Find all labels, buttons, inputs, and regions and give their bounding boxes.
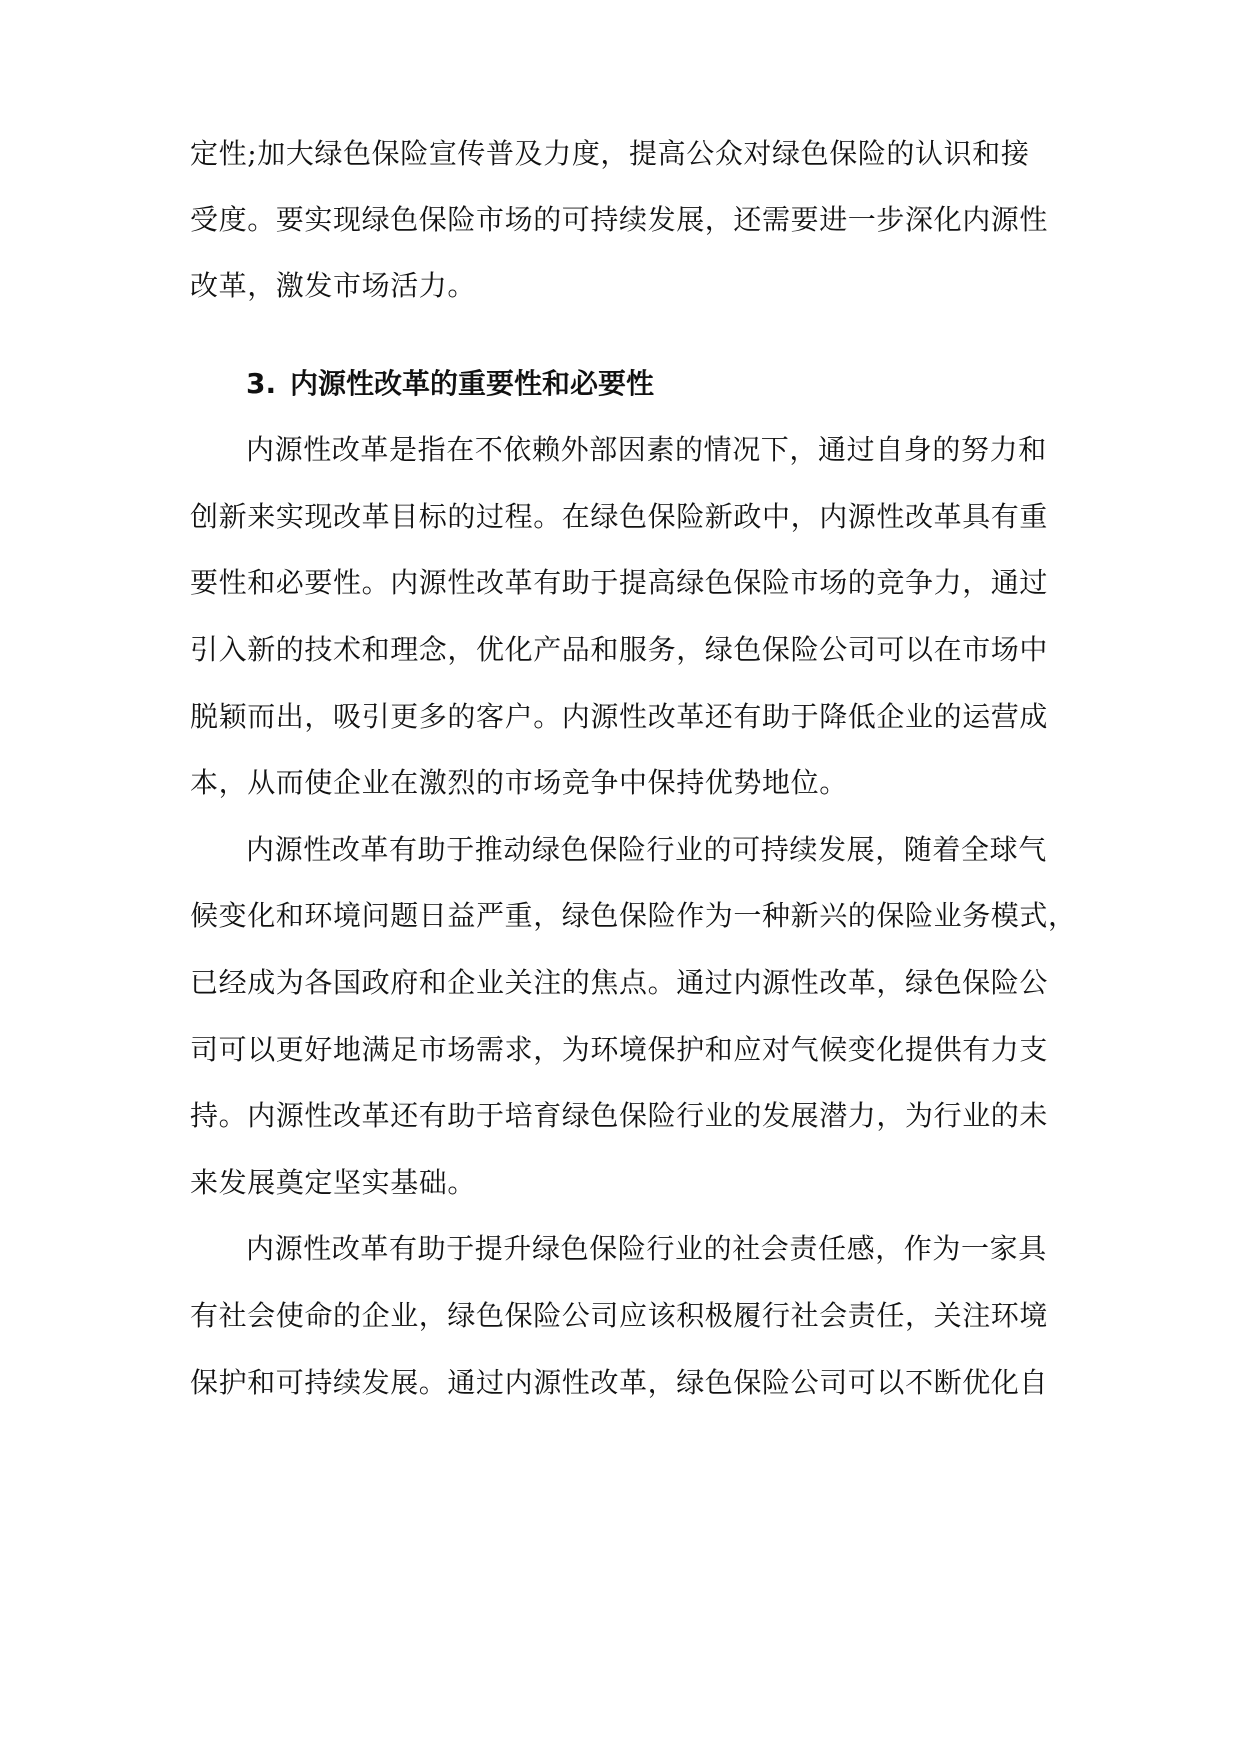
paragraph-line: 内源性改革有助于推动绿色保险行业的可持续发展，随着全球气 — [246, 833, 1047, 866]
paragraph-line: 改革，激发市场活力。 — [190, 269, 477, 302]
paragraph-line: 引入新的技术和理念，优化产品和服务，绿色保险公司可以在市场中 — [190, 633, 1049, 666]
paragraph-line: 本，从而使企业在激烈的市场竞争中保持优势地位。 — [190, 766, 848, 799]
paragraph-line: 内源性改革是指在不依赖外部因素的情况下，通过自身的努力和 — [246, 433, 1047, 466]
paragraph-line: 定性;加大绿色保险宣传普及力度，提高公众对绿色保险的认识和接 — [190, 137, 1030, 170]
paragraph-line: 受度。要实现绿色保险市场的可持续发展，还需要进一步深化内源性 — [190, 203, 1049, 236]
paragraph-line: 候变化和环境问题日益严重，绿色保险作为一种新兴的保险业务模式， — [190, 899, 1077, 932]
paragraph-line: 保护和可持续发展。通过内源性改革，绿色保险公司可以不断优化自 — [190, 1366, 1049, 1399]
paragraph-line: 要性和必要性。内源性改革有助于提高绿色保险市场的竞争力，通过 — [190, 566, 1049, 599]
section-heading — [246, 364, 654, 404]
section-title: 内源性改革的重要性和必要性 — [290, 367, 655, 400]
paragraph-line: 创新来实现改革目标的过程。在绿色保险新政中，内源性改革具有重 — [190, 500, 1049, 533]
paragraph-line: 内源性改革有助于提升绿色保险行业的社会责任感，作为一家具 — [246, 1232, 1047, 1265]
paragraph-line: 已经成为各国政府和企业关注的焦点。通过内源性改革，绿色保险公 — [190, 966, 1049, 999]
paragraph-line: 有社会使命的企业，绿色保险公司应该积极履行社会责任，关注环境 — [190, 1299, 1049, 1332]
section-number: 3. — [246, 367, 277, 400]
paragraph-line: 持。内源性改革还有助于培育绿色保险行业的发展潜力，为行业的未 — [190, 1099, 1049, 1132]
paragraph-line: 司可以更好地满足市场需求，为环境保护和应对气候变化提供有力支 — [190, 1033, 1049, 1066]
paragraph-line: 来发展奠定坚实基础。 — [190, 1166, 477, 1199]
paragraph-line: 脱颖而出，吸引更多的客户。内源性改革还有助于降低企业的运营成 — [190, 700, 1049, 733]
